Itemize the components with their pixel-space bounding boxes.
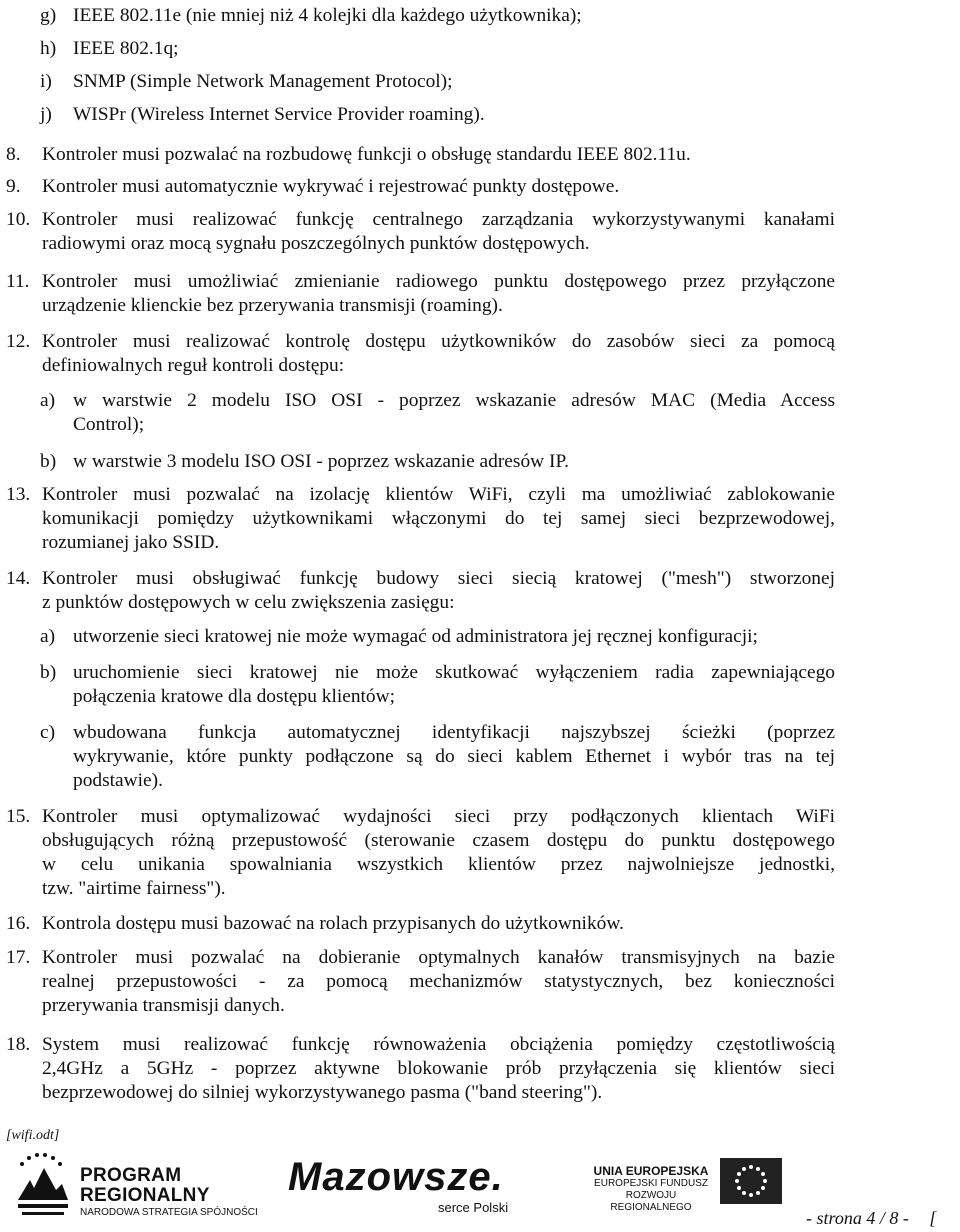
item-text-line: uruchomienie sieci kratowej nie może skutkować wyłączeniem radia zapewniającego bbox=[73, 662, 835, 683]
mazowsze-tagline: serce Polski bbox=[438, 1200, 509, 1215]
item-text-line: z punktów dostępowych w celu zwiększenia zasięgu: bbox=[42, 592, 455, 613]
item-text-line: Kontroler musi optymalizować wydajności sieci przy podłączonych klientach WiFi bbox=[42, 806, 835, 827]
item-text-line: Kontroler musi umożliwiać zmienianie radiowego punktu dostępowego przez przyłączone bbox=[42, 271, 835, 292]
item-text-line: radiowymi oraz mocą sygnału poszczególnych punktów dostępowych. bbox=[42, 233, 590, 254]
program-subtitle: NARODOWA STRATEGIA SPÓJNOŚCI bbox=[80, 1207, 258, 1218]
item-number: 13. bbox=[6, 484, 31, 505]
eu-subtitle-1: EUROPEJSKI FUNDUSZ bbox=[594, 1178, 708, 1189]
item-text-line: tzw. "airtime fairness"). bbox=[42, 878, 226, 899]
item-label: a) bbox=[40, 626, 56, 647]
item-number: 14. bbox=[6, 568, 31, 589]
item-text-line: rozumianej jako SSID. bbox=[42, 532, 220, 553]
item-label: b) bbox=[40, 662, 57, 683]
program-line-1: PROGRAM bbox=[80, 1165, 182, 1186]
item-text-line: bezprzewodowej do silniej wykorzystywanego pasma ("band steering"). bbox=[42, 1082, 603, 1103]
item-number: 10. bbox=[6, 209, 31, 230]
item-text-line: w warstwie 2 modelu ISO OSI - poprzez wskazanie adresów MAC (Media Access bbox=[73, 390, 835, 411]
item-text-line: realnej przepustowości - za pomocą mechanizmów statystycznych, bez konieczności bbox=[42, 971, 835, 992]
item-text: Kontrola dostępu musi bazować na rolach przypisanych do użytkowników. bbox=[42, 913, 624, 934]
item-label: c) bbox=[40, 722, 56, 743]
item-text: WISPr (Wireless Internet Service Provider roaming). bbox=[73, 104, 485, 125]
item-text-line: Kontroler musi pozwalać na dobieranie optymalnych kanałów transmisyjnych na bazie bbox=[42, 947, 835, 968]
item-text-line: Kontroler musi realizować kontrolę dostępu użytkowników do zasobów sieci za pomocą bbox=[42, 331, 835, 352]
item-text-line: definiowalnych reguł kontroli dostępu: bbox=[42, 355, 345, 376]
item-text-line: komunikacji pomiędzy użytkownikami włączonymi do tej samej sieci bezprzewodowej, bbox=[42, 508, 835, 529]
footer-logos bbox=[0, 1148, 960, 1232]
item-text-line: System musi realizować funkcję równoważenia obciążenia pomiędzy częstotliwością bbox=[42, 1034, 835, 1055]
item-number: 17. bbox=[6, 947, 31, 968]
item-text: w warstwie 3 modelu ISO OSI - poprzez wskazanie adresów IP. bbox=[73, 451, 569, 472]
item-text-line: wbudowana funkcja automatycznej identyfikacji najszybszej ścieżki (poprzez bbox=[73, 722, 835, 743]
item-number: 8. bbox=[6, 144, 21, 165]
item-text: Kontroler musi pozwalać na rozbudowę funkcji o obsługę standardu IEEE 802.11u. bbox=[42, 144, 691, 165]
item-number: 9. bbox=[6, 176, 21, 197]
program-regionalny-logo-icon bbox=[12, 1150, 72, 1226]
item-label: i) bbox=[40, 71, 52, 92]
source-filename: [wifi.odt] bbox=[6, 1128, 60, 1143]
page-bracket: [ bbox=[929, 1208, 937, 1228]
item-text-line: Kontroler musi obsługiwać funkcję budowy sieci siecią kratowej ("mesh") stworzonej bbox=[42, 568, 835, 589]
item-number: 16. bbox=[6, 913, 31, 934]
eu-flag-icon bbox=[720, 1158, 782, 1204]
program-regionalny-text bbox=[80, 1166, 258, 1220]
item-label: b) bbox=[40, 451, 57, 472]
item-number: 11. bbox=[6, 271, 30, 292]
page-number-label: - strona 4 / 8 - bbox=[806, 1208, 909, 1228]
item-text-line: Kontroler musi realizować funkcję centralnego zarządzania wykorzystywanymi kanałami bbox=[42, 209, 835, 230]
item-text: Kontroler musi automatycznie wykrywać i rejestrować punkty dostępowe. bbox=[42, 176, 620, 197]
item-label: h) bbox=[40, 38, 57, 59]
item-text: utworzenie sieci kratowej nie może wymagać od administratora jej ręcznej konfiguracji; bbox=[73, 626, 758, 647]
item-text-line: urządzenie klienckie bez przerywania transmisji (roaming). bbox=[42, 295, 503, 316]
item-label: g) bbox=[40, 5, 57, 26]
eu-subtitle-2: ROZWOJU REGIONALNEGO bbox=[610, 1190, 692, 1213]
mazowsze-logo bbox=[288, 1155, 509, 1215]
item-text: SNMP (Simple Network Management Protocol); bbox=[73, 71, 453, 92]
item-text-line: podstawie). bbox=[73, 770, 163, 791]
item-number: 15. bbox=[6, 806, 31, 827]
eu-fund-text bbox=[586, 1164, 716, 1214]
eu-title: UNIA EUROPEJSKA bbox=[593, 1164, 709, 1178]
item-number: 12. bbox=[6, 331, 31, 352]
item-text-line: 2,4GHz a 5GHz - poprzez aktywne blokowanie prób przyłączenia się klientów sieci bbox=[42, 1058, 835, 1079]
item-text-line: przerywania transmisji danych. bbox=[42, 995, 285, 1016]
item-text-line: Kontroler musi pozwalać na izolację klientów WiFi, czyli ma umożliwiać zablokowanie bbox=[42, 484, 835, 505]
item-label: a) bbox=[40, 390, 56, 411]
item-text-line: Control); bbox=[73, 414, 145, 435]
item-text-line: w celu unikania spowalniania wszystkich klientów przez najwolniejsze jednostki, bbox=[42, 854, 835, 875]
mazowsze-wordmark: Mazowsze. bbox=[288, 1155, 504, 1199]
item-text: IEEE 802.1q; bbox=[73, 38, 179, 59]
page-number bbox=[806, 1208, 936, 1229]
item-text-line: połączenia kratowe dla dostępu klientów; bbox=[73, 686, 395, 707]
item-text-line: obsługujących różną przepustowość (sterowanie czasem dostępu do punktu dostępowego bbox=[42, 830, 835, 851]
item-text-line: wykrywanie, które punkty podłączone są do sieci kablem Ethernet i wybór tras na tej bbox=[73, 746, 835, 767]
item-number: 18. bbox=[6, 1034, 31, 1055]
item-label: j) bbox=[40, 104, 52, 125]
program-line-2: REGIONALNY bbox=[80, 1185, 210, 1206]
item-text: IEEE 802.11e (nie mniej niż 4 kolejki dla każdego użytkownika); bbox=[73, 5, 582, 26]
